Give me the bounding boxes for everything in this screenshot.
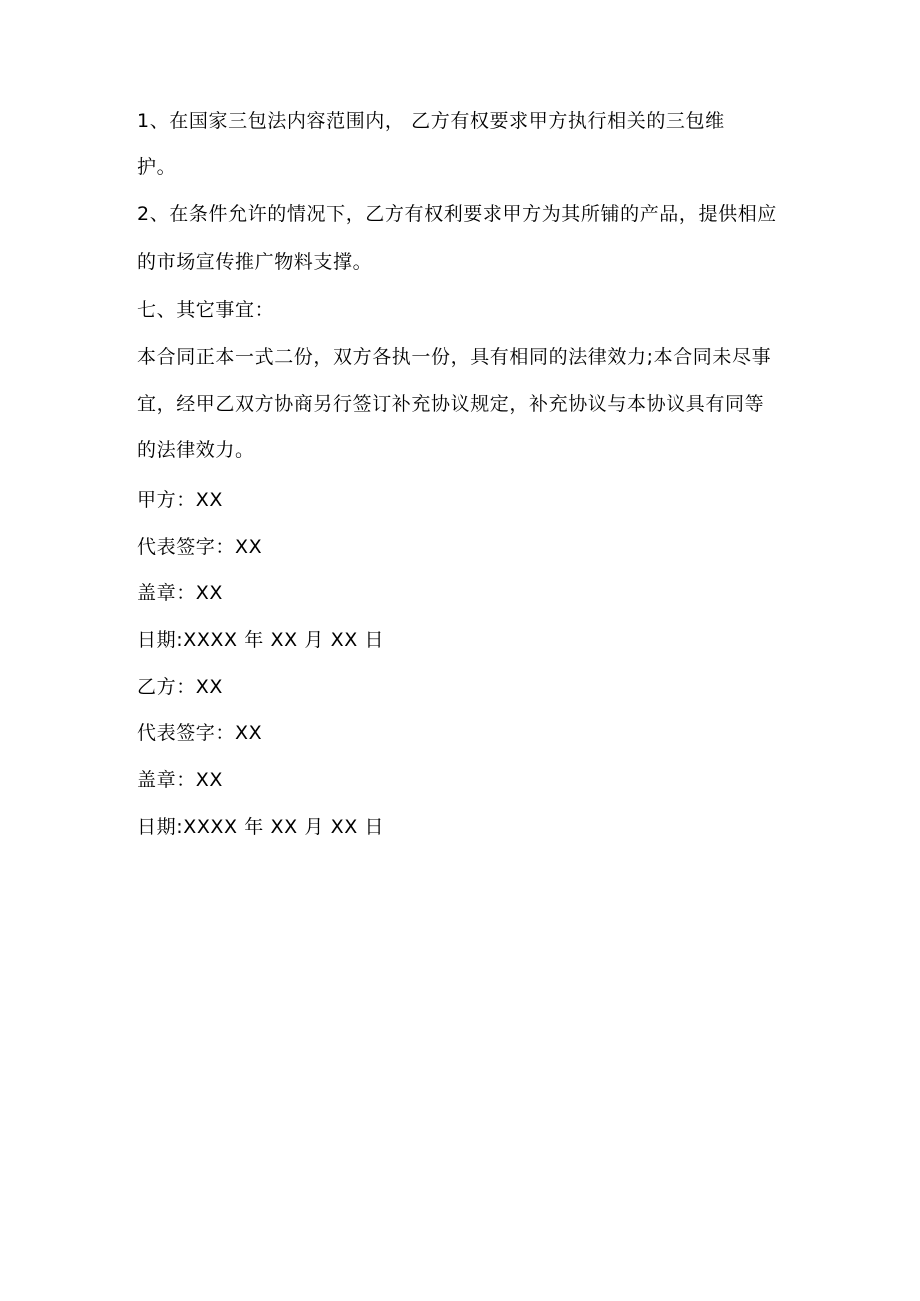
party-a-signature: 代表签字：XX xyxy=(137,536,263,558)
section-7-line-3: 的法律效力。 xyxy=(137,439,255,461)
section-7-line-1: 本合同正本一式二份，双方各执一份，具有相同的法律效力;本合同未尽事 xyxy=(137,346,772,368)
section-7-line-2: 宜，经甲乙双方协商另行签订补充协议规定，补充协议与本协议具有同等 xyxy=(137,393,765,415)
party-b-seal: 盖章：XX xyxy=(137,769,224,791)
party-b-date: 日期:XXXX 年 XX 月 XX 日 xyxy=(137,816,385,838)
party-b-name: 乙方：XX xyxy=(137,676,224,698)
clause-2-line-1: 2、在条件允许的情况下，乙方有权利要求甲方为其所铺的产品，提供相应 xyxy=(137,203,777,225)
party-a-name: 甲方：XX xyxy=(137,489,224,511)
section-7-heading: 七、其它事宜： xyxy=(137,299,275,321)
party-a-date: 日期:XXXX 年 XX 月 XX 日 xyxy=(137,629,385,651)
clause-1-line-2: 护。 xyxy=(137,156,177,178)
clause-2-line-2: 的市场宣传推广物料支撑。 xyxy=(137,251,373,273)
clause-1-line-1: 1、在国家三包法内容范围内， 乙方有权要求甲方执行相关的三包维 xyxy=(137,110,725,132)
party-b-signature: 代表签字：XX xyxy=(137,722,263,744)
party-a-seal: 盖章：XX xyxy=(137,582,224,604)
